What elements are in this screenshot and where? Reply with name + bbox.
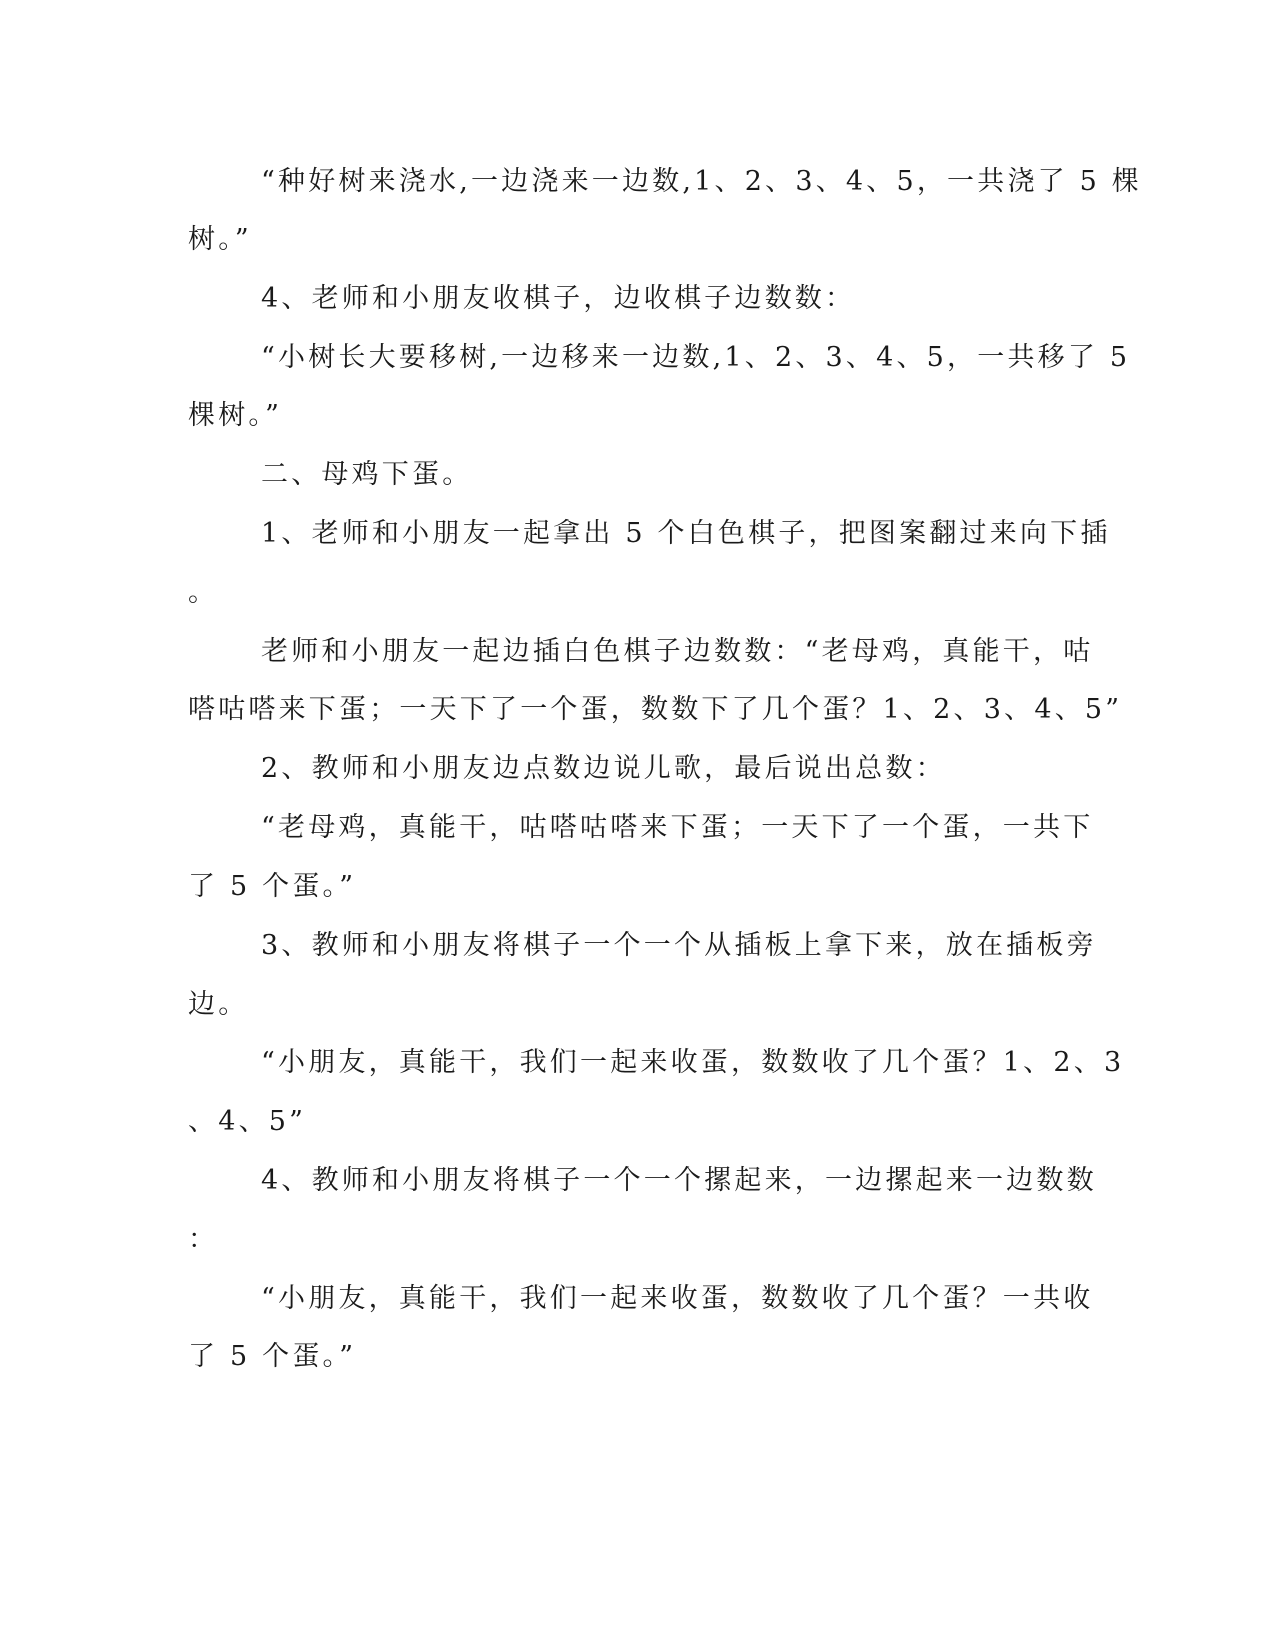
text-line: 、4、5” <box>188 1106 307 1137</box>
text-line: 3、教师和小朋友将棋子一个一个从插板上拿下来，放在插板旁 <box>261 930 1097 961</box>
text-line: ： <box>188 1224 219 1255</box>
text-line: 了 5 个蛋。” <box>188 1341 357 1372</box>
text-line: “小朋友，真能干，我们一起来收蛋，数数收了几个蛋？一共收 <box>261 1283 1094 1314</box>
text-line: 。 <box>188 577 219 608</box>
text-line: “老母鸡，真能干，咕嗒咕嗒来下蛋；一天下了一个蛋，一共下 <box>261 812 1094 843</box>
text-line: 嗒咕嗒来下蛋；一天下了一个蛋，数数下了几个蛋？1、2、3、4、5” <box>188 694 1123 725</box>
text-line: 4、教师和小朋友将棋子一个一个摞起来，一边摞起来一边数数 <box>261 1165 1097 1196</box>
text-line: 2、教师和小朋友边点数边说儿歌，最后说出总数： <box>261 753 946 784</box>
text-line: “种好树来浇水,一边浇来一边数,1、2、3、4、5，一共浇了 5 棵 <box>261 166 1143 197</box>
text-line: 4、老师和小朋友收棋子，边收棋子边数数： <box>261 283 856 314</box>
text-line: 1、老师和小朋友一起拿出 5 个白色棋子，把图案翻过来向下插 <box>261 518 1111 549</box>
text-line: “小树长大要移树,一边移来一边数,1、2、3、4、5，一共移了 5 <box>261 342 1131 373</box>
text-line: 边。 <box>188 989 249 1020</box>
text-line: 老师和小朋友一起边插白色棋子边数数：“老母鸡，真能干，咕 <box>261 636 1094 667</box>
text-line: 树。” <box>188 224 252 255</box>
section-heading: 二、母鸡下蛋。 <box>261 459 473 490</box>
text-line: 棵树。” <box>188 400 283 431</box>
text-line: 了 5 个蛋。” <box>188 871 357 902</box>
text-line: “小朋友，真能干，我们一起来收蛋，数数收了几个蛋？1、2、3 <box>261 1047 1125 1078</box>
